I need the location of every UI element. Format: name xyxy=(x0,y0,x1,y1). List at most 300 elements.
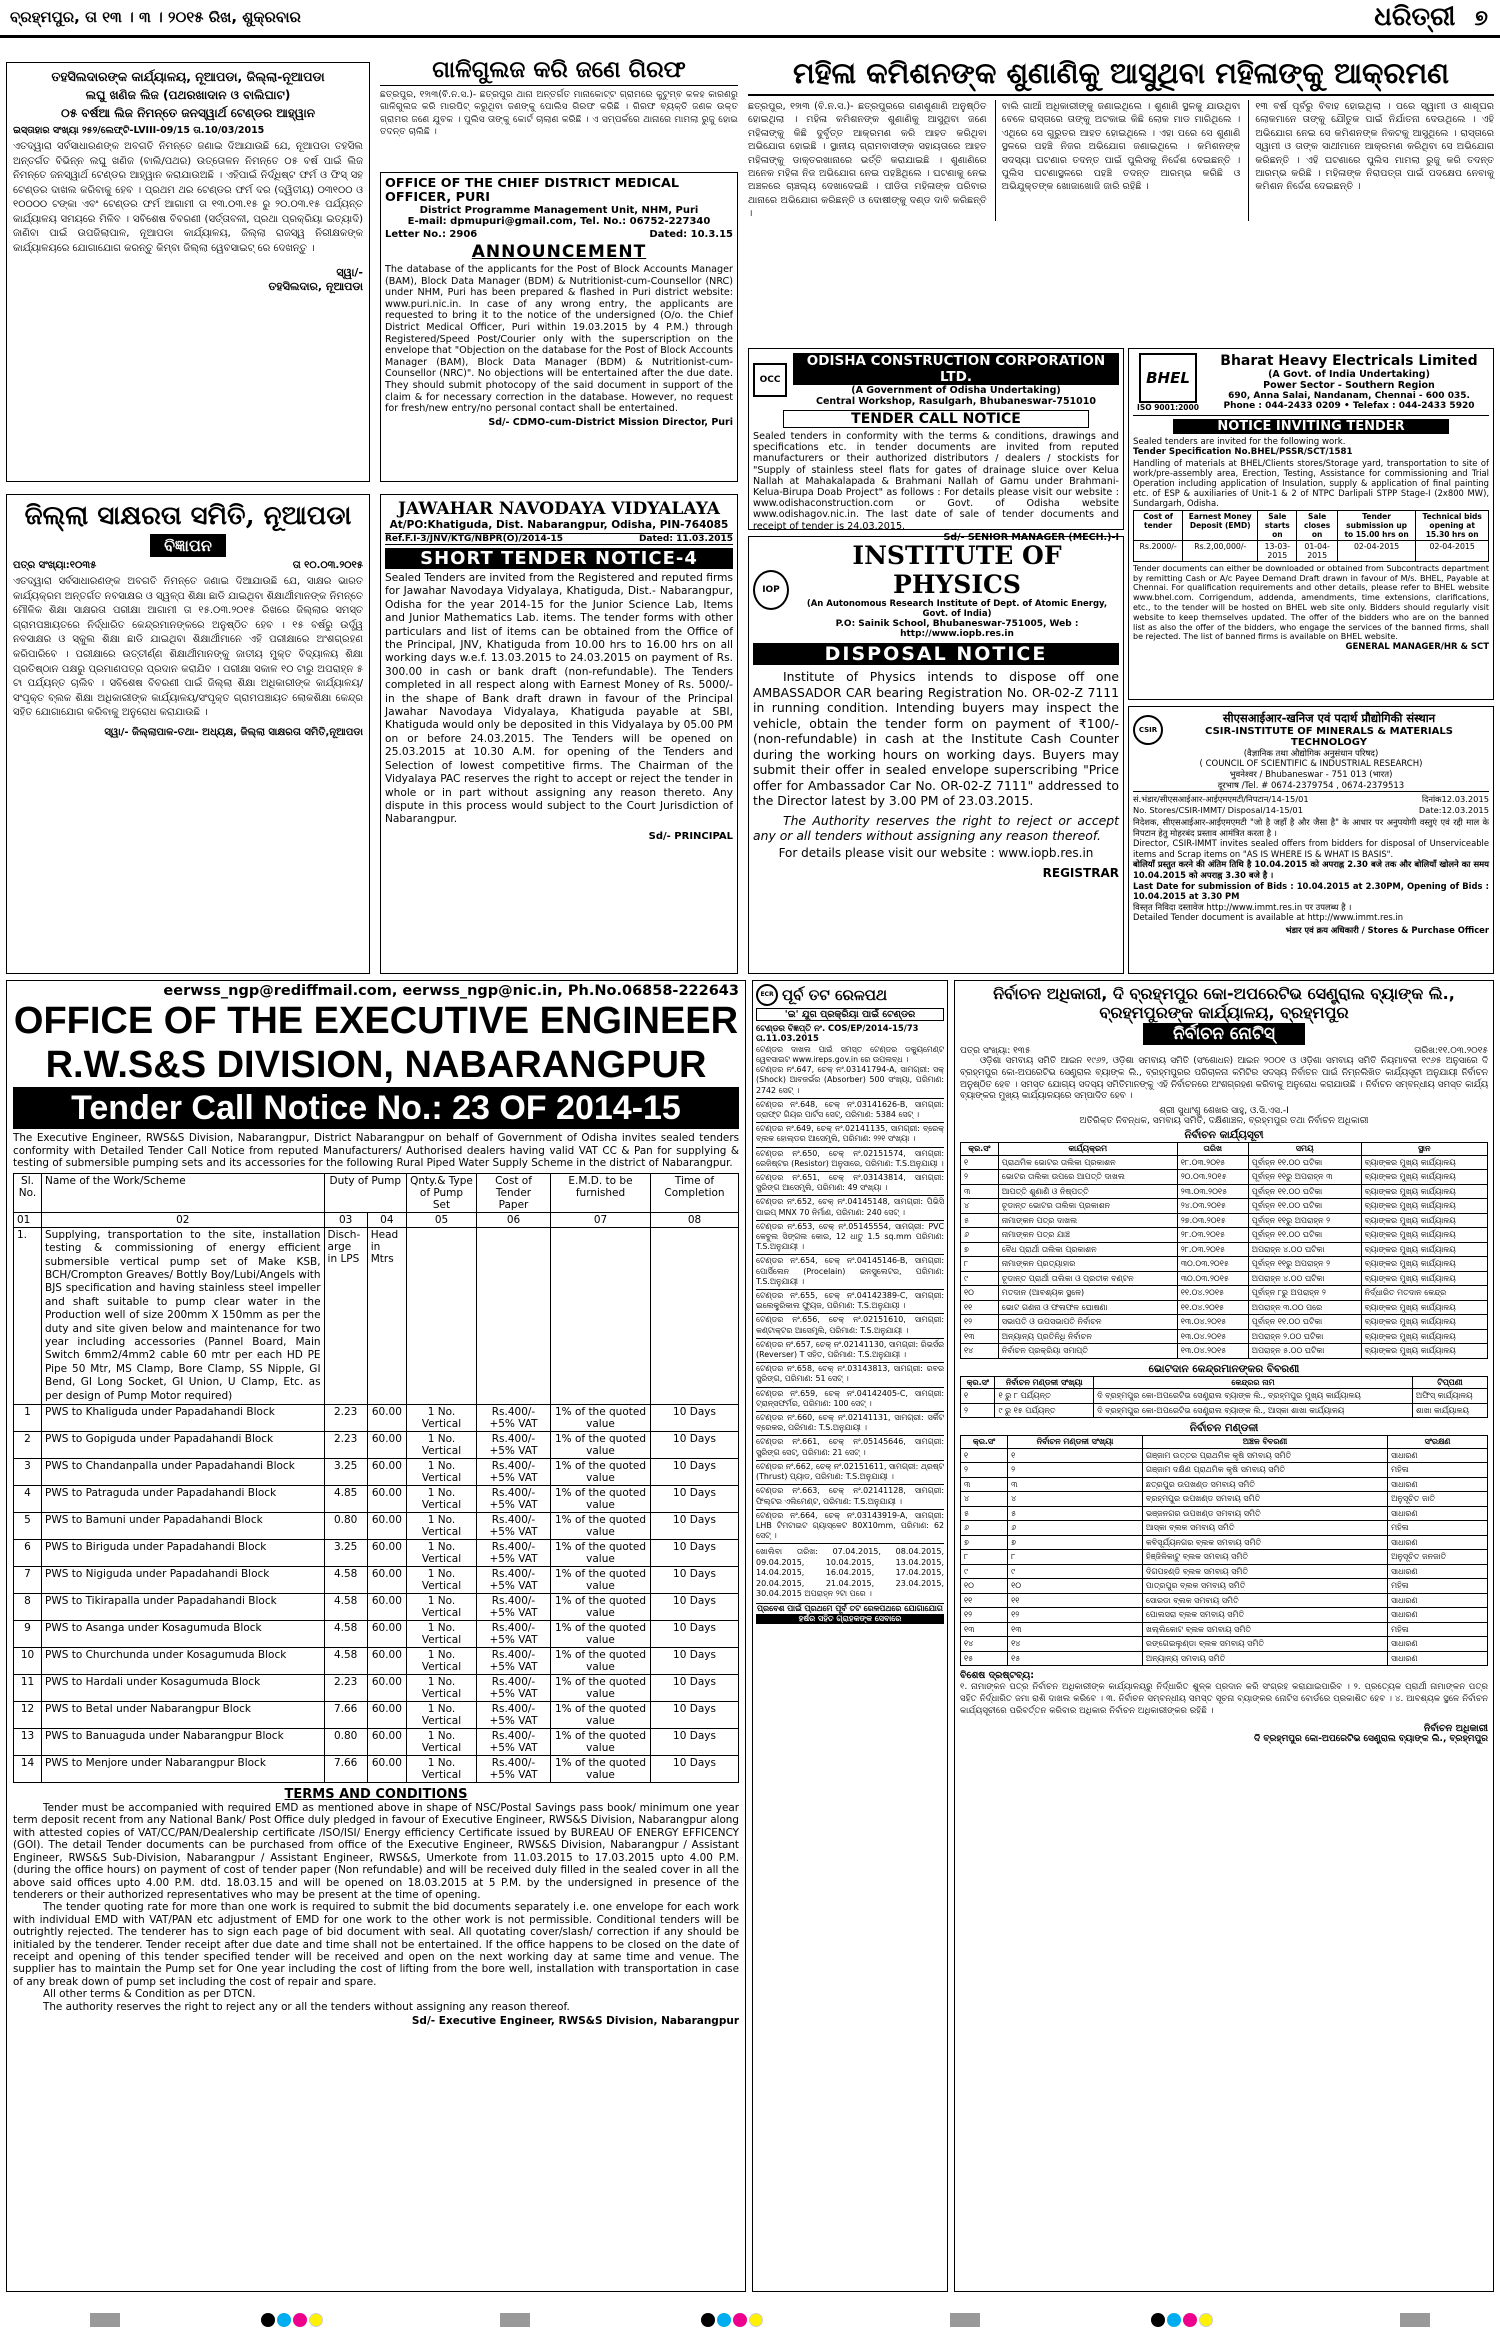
cmyk-dots-icon xyxy=(700,2313,764,2330)
cell-lps: 3.25 xyxy=(324,1540,367,1567)
notice-title: ଜିଲ୍ଲା ସାକ୍ଷରତା ସମିତି, ନୂଆପଡା xyxy=(24,501,352,531)
table-row xyxy=(961,1535,1488,1550)
cell-sl: 12 xyxy=(14,1702,42,1729)
cell-name: PWS to Nigiguda under Papadahandi Block xyxy=(42,1567,325,1594)
table-header: ସ୍ଥାନ xyxy=(1361,1143,1487,1156)
csir-logo-icon: CSIR xyxy=(1133,715,1163,745)
cell-head: 60.00 xyxy=(367,1594,406,1621)
cell-qty: 1 No. Vertical xyxy=(407,1405,477,1432)
cell-cost: Rs.400/- +5% VAT xyxy=(477,1675,551,1702)
list-item: ଟେଣ୍ଡର ନଂ.656, ଚେକ୍ ନଂ.02151610, ସାମଗ୍ରୀ: କଣ୍ଟାକ୍ଟର ଆସେମ୍ବ୍ଲି, ପରିମାଣ: T.S.ଅନୁଯାୟୀ । xyxy=(756,1314,944,1338)
bhel-logo-icon: BHEL xyxy=(1139,353,1197,403)
table-cell: ୩୦.୦୩.୨୦୧୫ xyxy=(1177,1257,1248,1272)
table-cell: ୧୩ xyxy=(961,1329,999,1344)
table-row xyxy=(14,1756,739,1783)
signature: ସ୍ୱା/- xyxy=(336,266,363,279)
table-cell: ୯ ରୁ ୧୫ ପର୍ଯ୍ୟନ୍ତ xyxy=(995,1403,1094,1418)
bhel-col-header: Sale closes on xyxy=(1297,510,1337,540)
cell-sl: 11 xyxy=(14,1675,42,1702)
table-cell: ୩ xyxy=(961,1184,999,1199)
bhel-col-value: 13-03-2015 xyxy=(1258,540,1297,561)
notice-website-hindi: विस्तृत निविदा दस्तावेज http://www.immt.res.in पर उपलब्ध है । xyxy=(1133,901,1352,912)
table-cell: ନିର୍ବାଚନ ପ୍ରକ୍ରିୟା ସମାପ୍ତି xyxy=(998,1344,1177,1359)
table-cell: ପାତ୍ରପୁର ବ୍ଲକ ସମବାୟ ସମିତି xyxy=(1142,1579,1387,1594)
cell-cost: Rs.400/- +5% VAT xyxy=(477,1432,551,1459)
terms-heading: TERMS AND CONDITIONS xyxy=(284,1787,468,1803)
table-cell: ଅନ୍ୟାନ୍ୟ ସମବାୟ ସମିତି xyxy=(1142,1651,1387,1666)
cell-sl: 6 xyxy=(14,1540,42,1567)
cell-emd: 1% of the quoted value xyxy=(551,1486,651,1513)
table-row xyxy=(961,1463,1488,1478)
table-cell: ୧୧ xyxy=(961,1593,1008,1608)
table-cell: ବ୍ୟାଙ୍କର ମୁଖ୍ୟ କାର୍ଯ୍ୟାଳୟ xyxy=(1361,1213,1487,1228)
notice-line: Sealed tenders are invited for the following work. xyxy=(1133,437,1346,447)
cell-cost: Rs.400/- +5% VAT xyxy=(477,1594,551,1621)
list-item: ଟେଣ୍ଡର ନଂ.654, ଚେକ୍ ନଂ.04145146-B, ସାମଗ୍ରୀ: ପୋର୍ସିଲେନ (Procelain) ଇନସୁଲେଟର, ପରିମାଣ: T.S.ଅନୁଯାୟୀ । xyxy=(756,1255,944,1290)
table-cell: ମହିଳା xyxy=(1388,1463,1488,1478)
signature: Sd/- CDMO-cum-District Mission Director, Puri xyxy=(488,416,733,428)
table-cell: ୧ xyxy=(961,1389,995,1404)
table-cell: ଅନୁସୂଚିତ ଜନଜାତି xyxy=(1388,1550,1488,1565)
table-cell: ସାଧାରଣ xyxy=(1388,1477,1488,1492)
notice-title-hindi: सीएसआईआर-खनिज एवं पदार्थ प्रौद्योगिकी संस्थान xyxy=(1222,711,1436,725)
table-cell: ମହିଳା xyxy=(1388,1579,1488,1594)
table-cell: ସାଧାରଣ xyxy=(1388,1608,1488,1623)
notice-ref: ପତ୍ର ସଂଖ୍ୟା: ୧୩୫ xyxy=(960,1046,1031,1056)
cmyk-dots-icon xyxy=(260,2313,324,2330)
table-row xyxy=(961,1608,1488,1623)
table-cell: ୧୫ xyxy=(961,1651,1008,1666)
bhel-tender-table xyxy=(1133,510,1489,562)
notice-subtitle-2: Power Sector - Southern Region xyxy=(1263,380,1435,391)
notice-body: Sealed Tenders are invited from the Registered and reputed firms for Jawahar Navodaya Vidyalaya, Khatiguda, Dist.- Nabarangpur, Odisha for the year 2014-15 for the Junior Science Lab, Items and Junior Mathematics Lab. items. The tender forms with other particulars and list of items can be obtained from the Office of the Principal, JNV, Khatiguda from 10.00 hrs to 16.00 hrs on all working days w.e.f. 13.03.2015 to 24.03.2015 on payment of Rs. 300.00 in cash or bank draft (non-refundable). The Tenders completed in all respect along with Earnest Money of Rs. 5000/- in the shape of Bank draft drawn in favour of the Principal Jawahar Navodaya Vidyalaya, Khatiguda payable at SBI, Khatiguda would only be deposited in this Vidyalaya by 05.00 PM on or before 24.03.2015. The Tenders will be opened on 25.03.2015 at 10.30 A.M. for opening of the Tenders and Selection of lowest competitive firms. The Chairman of the Vidyalaya PAC reserves the right to accept or reject the tender in whole or in part without assigning any reason thereto. Any dispute in this process would subject to the Court Jurisdiction of Nabarangpur. xyxy=(385,572,733,826)
table-cell: ଅନୁସୂଚିତ ଜାତି xyxy=(1388,1492,1488,1507)
table-row xyxy=(961,1521,1488,1536)
notice-body: Institute of Physics intends to dispose off one AMBASSADOR CAR bearing Registration No. OR-02-Z 7111 in running condition. Intending buyers may inspect the vehicle, obtain the tender form on payment of ₹100/- (non-refundable) in cash at the Institute Cash Counter during the working hours on working days. Buyers may submit their offer in sealed envelope superscribing "Price offer for Ambassador Car No. OR-02-Z 7111" addressed to the Director latest by 3.00 PM of 23.03.2015. xyxy=(753,669,1119,808)
cell-name: PWS to Patraguda under Papadahandi Block xyxy=(42,1486,325,1513)
cell-cost: Rs.400/- +5% VAT xyxy=(477,1540,551,1567)
table-cell: ନାମାଙ୍କନ ପତ୍ର ଯାଞ୍ଚ xyxy=(998,1228,1177,1243)
table-header: କ୍ର.ସଂ xyxy=(961,1436,1008,1449)
table-cell: ୨୦.୦୩.୨୦୧୫ xyxy=(1177,1170,1248,1185)
cell-sl: 3 xyxy=(14,1459,42,1486)
cell-emd: 1% of the quoted value xyxy=(551,1594,651,1621)
rail-slogan: ହର୍ଷର ସହିତ ଗ୍ରାହକଙ୍କ ସେବାରେ xyxy=(756,1614,944,1624)
cell-lps: 4.58 xyxy=(324,1648,367,1675)
table-row xyxy=(961,1637,1488,1652)
cell-lps: 2.23 xyxy=(324,1405,367,1432)
cell-cost: Rs.400/- +5% VAT xyxy=(477,1621,551,1648)
notice-heading: NOTICE INVITING TENDER xyxy=(1173,419,1449,434)
table-cell: ଅପରାହ୍ନ ୨.୦୦ ଘଟିକା xyxy=(1248,1329,1361,1344)
cell-time: 10 Days xyxy=(651,1756,739,1783)
work-description: Supplying, transportation to the site, installation testing & commissioning of energy efficient submersible vertical pump set of Make KSB, BCH/Crompton Greaves/ Bottly Boy/Lubi/Angels with BJS specification and having stainless steel impeller and shaft suitable to pump clear water in the Production well of size 200mm X 150mm as per the duty and site given below and maintenance for two year including accessories (Pannel Board, Main Switch 6mm2/4mm2 cable 60 mtr per each HD PE Pipe 50 Mtr, MS Clamp, Bore Clamp, SS Nipple, GI Bend, GI Long Socket, GI Union, U Clamp, Etc. as per design of Pump Motor required) xyxy=(42,1227,325,1404)
notes-heading: ବିଶେଷ ଦ୍ରଷ୍ଟବ୍ୟ: xyxy=(960,1670,1035,1682)
cell-qty: 1 No. Vertical xyxy=(407,1675,477,1702)
list-item: ଟେଣ୍ଡର ନଂ.652, ଚେକ୍ ନଂ.04145148, ସାମଗ୍ରୀ: ପିଭିସି ପାଇପ୍ MNX 70 ନିର୍ମାଣ, ପରିମାଣ: 240 ସେଟ୍ । xyxy=(756,1196,944,1220)
table-cell: ୫ xyxy=(1008,1506,1143,1521)
notice-date: ତା ୧୦.୦୩.୨୦୧୫ xyxy=(292,560,363,571)
list-item: ଟେଣ୍ଡର ନଂ.655, ଚେକ୍ ନଂ.04142389-C, ସାମଗ୍ରୀ: ଇଲେକ୍ଟ୍ରିକାଲ ଫ୍ୟୁଜ, ପରିମାଣ: T.S.ଅନୁଯାୟୀ । xyxy=(756,1290,944,1314)
print-registration-marks xyxy=(0,2305,1500,2335)
news-headline: ମହିଳା କମିଶନଙ୍କ ଶୁଣାଣିକୁ ଆସୁଥିବା ମହିଳାଙ୍କୁ ଆକ୍ରମଣ xyxy=(748,56,1494,96)
notice-address: P.O: Sainik School, Bhubaneswar-751005, Web : http://www.iopb.res.in xyxy=(835,619,1079,639)
table-cell: ୮ xyxy=(961,1257,999,1272)
table-cell: ୧୫ xyxy=(1008,1651,1143,1666)
cell-lps: 4.58 xyxy=(324,1567,367,1594)
notice-subtitle: (A Govt. of India Undertaking) xyxy=(1268,369,1430,380)
table-row xyxy=(961,1228,1488,1243)
table-cell: ବ୍ୟାଙ୍କର ମୁଖ୍ୟ କାର୍ଯ୍ୟାଳୟ xyxy=(1361,1228,1487,1243)
rail-opening-dates: ଖୋଲିବା ତାରିଖ: 07.04.2015, 08.04.2015, 09.04.2015, 10.04.2015, 13.04.2015, 14.04.2015, 16.04.2015, 17.04.2015, 20.04.2015, 21.04.2015, 23.04.2015, 30.04.2015 ଅପରାହ୍ନ ୨ଟା ପରେ । xyxy=(756,1547,944,1598)
table-cell: ୬ xyxy=(961,1228,999,1243)
bhel-col-value: 01-04-2015 xyxy=(1297,540,1337,561)
table-cell: ବ୍ୟାଙ୍କର ମୁଖ୍ୟ କାର୍ଯ୍ୟାଳୟ xyxy=(1361,1271,1487,1286)
col-num: 02 xyxy=(42,1212,325,1227)
signature-designation: ଦି ବ୍ରହ୍ମପୁର କୋ-ଅପରେଟିଭ ସେଣ୍ଟ୍ରାଲ ବ୍ୟାଙ୍କ ଲି., ବ୍ରହ୍ମପୁର xyxy=(1254,1734,1488,1745)
grey-swatch-icon xyxy=(500,2313,530,2327)
notice-subtitle: District Programme Management Unit, NHM, Puri xyxy=(419,205,699,216)
cell-time: 10 Days xyxy=(651,1621,739,1648)
notice-heading: SHORT TENDER NOTICE-4 xyxy=(385,548,733,569)
table-cell: ଅପରାହ୍ନ ୩.୦୦ ପରେ xyxy=(1248,1300,1361,1315)
table-cell: ୧ xyxy=(961,1448,1008,1463)
cell-emd: 1% of the quoted value xyxy=(551,1621,651,1648)
table-cell: ସାଧାରଣ xyxy=(1388,1535,1488,1550)
cell-name: PWS to Asanga under Kosagumuda Block xyxy=(42,1621,325,1648)
col-sl: Sl. No. xyxy=(14,1173,42,1212)
cell-head: 60.00 xyxy=(367,1432,406,1459)
rail-items xyxy=(756,1064,944,1544)
table-cell: ଅପରାହ୍ନ ୪.୦୦ ଘଟିକା xyxy=(1248,1242,1361,1257)
cell-time: 10 Days xyxy=(651,1432,739,1459)
notice-address: Central Workshop, Rasulgarh, Bhubaneswar-751010 xyxy=(816,396,1096,407)
cell-cost: Rs.400/- +5% VAT xyxy=(477,1567,551,1594)
cell-time: 10 Days xyxy=(651,1513,739,1540)
grey-swatch-icon xyxy=(1400,2313,1430,2327)
notice-email: E-mail: dpmupuri@gmail.com, Tel. No.: 06752-227340 xyxy=(407,216,711,227)
saksharata-notice xyxy=(6,494,370,974)
notice-title: JAWAHAR NAVODAYA VIDYALAYA xyxy=(398,499,720,519)
table-cell: ସାଧାରଣ xyxy=(1388,1593,1488,1608)
table-row xyxy=(961,1344,1488,1359)
table-cell: ଖଲ୍ଲିକୋଟ ବ୍ଲକ ସମବାୟ ସମିତି xyxy=(1142,1622,1387,1637)
notice-note: ଟେଣ୍ଡର ଦାଖଲ ପାଇଁ ସମସ୍ତ ଟେଣ୍ଡର ଡକ୍ୟୁମେଣ୍ଟ ୱେବସାଇଟ www.ireps.gov.in ରେ ଉପଲବ୍ଧ । xyxy=(756,1045,944,1064)
table-cell: ୧୧ xyxy=(961,1300,999,1315)
notice-heading: Tender Call Notice No.: 23 OF 2014-15 xyxy=(13,1087,739,1129)
notice-body-hindi: निदेशक, सीएसआईआर-आईएमएमटी "जो है जहाँ है और जैसा है" के आधार पर अनुपयोगी वस्तुएं एवं रद्दी माल के निपटान हेतु मोहरबंद प्रस्ताव आमंत्रित करता है । xyxy=(1133,817,1489,838)
notice-ref: No. Stores/CSIR-IMMT/ Disposal/14-15/01 xyxy=(1133,805,1303,815)
cell-lps: 2.23 xyxy=(324,1432,367,1459)
table-row xyxy=(961,1550,1488,1565)
bhel-col-header: Tender submission up to 15.00 hrs on xyxy=(1337,510,1416,540)
notice-date: ତାରିଖ:୧୧.୦୩.୨୦୧୫ xyxy=(1414,1046,1488,1056)
cell-time: 10 Days xyxy=(651,1405,739,1432)
table-cell: ୮ xyxy=(1008,1550,1143,1565)
table-cell: ୮ xyxy=(961,1550,1008,1565)
table-cell: ୬ xyxy=(1008,1521,1143,1536)
table-row xyxy=(961,1506,1488,1521)
notice-body: Sealed tenders in conformity with the terms & conditions, drawings and specifications etc. in tender documents are invited from reputed manufacturers or their authorized distributors / dealers / stockists for "Supply of stainless steel flats for gates of drainage sluice over Kelua Nallah at Mahakalapada & Brahmani Nallah of Gamu under Brahmani-Kelua-Birupa Doab Project" as follows : For details please visit our website : www.odishaconstruction.com or Govt. of Odisha website www.odishagov.nic.in. The last date of sale of tender documents and receipt of tender is 24.03.2015. xyxy=(753,431,1119,532)
table-cell: ୧୧ xyxy=(1008,1593,1143,1608)
table-header: ଅଞ୍ଚଳ ବିବରଣୀ xyxy=(1142,1436,1387,1449)
table-cell: ୧୩ xyxy=(1008,1622,1143,1637)
table-cell: ଅପରାହ୍ନ ୪.୦୦ ଘଟିକା xyxy=(1248,1271,1361,1286)
signature-designation: ତହସିଲଦାର, ନୂଆପଡା xyxy=(268,280,363,293)
cell-sl: 1 xyxy=(14,1405,42,1432)
bhel-col-value: Rs.2,00,000/- xyxy=(1183,540,1258,561)
cell-lps: 4.85 xyxy=(324,1486,367,1513)
cell-sl: 7 xyxy=(14,1567,42,1594)
news-column-1: ଛତ୍ରପୁର, ୧୨ା୩ (ବି.ନ.ସ.)- ଛତ୍ରପୁରରେ ଗଣଶୁଣାଣି ଅନୁଷ୍ଠିତ ହୋଇଥିଲା । ମହିଳା କମିଶନଙ୍କ ଶୁଣାଣିକୁ ଆସୁଥିବା ଜଣେ ମହିଳାଙ୍କୁ କିଛି ଦୁର୍ବୃତ୍ତ ଆକ୍ରମଣ କରି ଆହତ କରିଥିବା ଅଭିଯୋଗ ହୋଇଛି । ସ୍ଥାନୀୟ ଗ୍ରାମବାସୀଙ୍କ ସହାୟତାରେ ଆହତ ମହିଳାଙ୍କୁ ଡାକ୍ତରଖାନାରେ ଭର୍ତ୍ତି କରାଯାଇଛି । ଶୁଣାଣିରେ ଅନେକ ମହିଳା ନିଜ ଅଭିଯୋଗ ନେଇ ପହଞ୍ଚିଥିଲେ । ଘଟଣାକୁ ନେଇ ଅଞ୍ଚଳରେ ଚାଞ୍ଚଲ୍ୟ ଦେଖାଦେଇଛି । ପୀଡିତା ମହିଳାଙ୍କ ପରିବାର ଥାନାରେ ଅଭିଯୋଗ କରିଛନ୍ତି ଓ ଦୋଷୀଙ୍କୁ ଦଣ୍ଡ ଦାବି କରିଛନ୍ତି । xyxy=(748,101,987,220)
table-row xyxy=(14,1513,739,1540)
list-item: ଟେଣ୍ଡର ନଂ.662, ଚେକ୍ ନଂ.02151611, ସାମଗ୍ରୀ: ଥ୍ରଷ୍ଟ (Thrust) ପ୍ୟାଡ, ପରିମାଣ: T.S.ଅନୁଯାୟୀ । xyxy=(756,1461,944,1485)
table-cell: ୨ xyxy=(961,1170,999,1185)
table-cell: କବିସୂର୍ଯ୍ୟନଗର ବ୍ଲକ ସମବାୟ ସମିତି xyxy=(1142,1535,1387,1550)
table-row xyxy=(961,1213,1488,1228)
cell-name: PWS to Gopiguda under Papadahandi Block xyxy=(42,1432,325,1459)
col-time: Time of Completion xyxy=(651,1173,739,1212)
notice-city: भुवनेश्वर / Bhubaneswar - 751 013 (भारत) xyxy=(1229,770,1393,780)
bhel-col-value: Rs.2000/- xyxy=(1134,540,1183,561)
notice-ref: Ref.F.I-3/JNV/KTG/NBPR(O)/2014-15 xyxy=(385,534,564,544)
cell-time: 10 Days xyxy=(651,1486,739,1513)
table-cell: ୪ xyxy=(961,1492,1008,1507)
notice-subtitle: (An Autonomous Research Institute of Dept. of Atomic Energy, Govt. of India) xyxy=(806,599,1108,619)
cell-name: PWS to Chandanpalla under Papadahandi Block xyxy=(42,1459,325,1486)
notice-date-hindi: दिनांक12.03.2015 xyxy=(1421,794,1489,804)
bhel-col-header: Technical bids opening at 15.30 hrs on xyxy=(1416,510,1489,540)
table-cell: ୪ xyxy=(961,1199,999,1214)
table-cell: ୧୪ xyxy=(961,1344,999,1359)
table-cell: ଭଞ୍ଜନଗର ଉପଖଣ୍ଡ ସମବାୟ ସମିତି xyxy=(1142,1506,1387,1521)
table-cell: ବ୍ୟାଙ୍କର ମୁଖ୍ୟ କାର୍ଯ୍ୟାଳୟ xyxy=(1361,1300,1487,1315)
table-cell: ଚୂଡାନ୍ତ ଭୋଟର ତାଲିକା ପ୍ରକାଶନ xyxy=(998,1199,1177,1214)
ocl-logo-icon: OCC xyxy=(753,363,787,397)
table-row xyxy=(14,1459,739,1486)
centers-table xyxy=(960,1376,1488,1419)
table-row xyxy=(14,1486,739,1513)
table-cell: ଅପରାହ୍ନ ୫.୦୦ ଘଟିକା xyxy=(1248,1344,1361,1359)
notice-address: 690, Anna Salai, Nandanam, Chennai - 600 035. xyxy=(1228,391,1470,401)
table-cell: ୧୨ xyxy=(961,1315,999,1330)
notice-intro: ଓଡ଼ିଶା ସମବାୟ ସମିତି ଆଇନ ୧୯୬୨, ଓଡ଼ିଶା ସମବାୟ ସମିତି (ସଂଶୋଧନ) ଆଇନ ୨୦୦୧ ଓ ଓଡ଼ିଶା ସମବାୟ ସମିତି ନିୟମାବଳୀ ୧୯୬୫ ଅନୁସାରେ ଦି ବ୍ରହ୍ମପୁର କୋ-ଅପରେଟିଭ ସେଣ୍ଟ୍ରାଲ ବ୍ୟାଙ୍କ ଲି., ବ୍ରହ୍ମପୁରର ପରିଚାଳନା କମିଟିର ସଦସ୍ୟ ନିର୍ବାଚନ ପାଇଁ ନିମ୍ନଲିଖିତ କାର୍ଯ୍ୟସୂଚୀ ଅନୁଯାୟୀ ନିର୍ବାଚନ ଅନୁଷ୍ଠିତ ହେବ । ସମସ୍ତ ଯୋଗ୍ୟ ସଦସ୍ୟ ସମିତିମାନଙ୍କୁ ଏହି ନିର୍ବାଚନରେ ଅଂଶଗ୍ରହଣ କରିବାକୁ ଅନୁରୋଧ କରାଯାଉଛି । ନିର୍ବାଚନ ସମ୍ବନ୍ଧୀୟ ସମସ୍ତ କାର୍ଯ୍ୟ ବ୍ୟାଙ୍କର ମୁଖ୍ୟ କାର୍ଯ୍ୟାଳୟରେ ସମ୍ପାଦିତ ହେବ । xyxy=(960,1056,1488,1102)
table-header: କେନ୍ଦ୍ରର ନାମ xyxy=(1094,1376,1413,1389)
table-row xyxy=(14,1702,739,1729)
news-column-2: ବାଲି ଗାଆଁ ଅଧିକାରୀଙ୍କୁ ଜଣାଇଥିଲେ । ଶୁଣାଣି ସ୍ଥଳକୁ ଯାଉଥିବା ବେଳେ ରାସ୍ତାରେ ତାଙ୍କୁ ଅଟକାଇ କିଛି ଲୋକ ମାଡ ମାରିଥିଲେ । ଏଥିରେ ସେ ଗୁରୁତର ଆହତ ହୋଇଥିଲେ । ଏହା ପରେ ସେ ଶୁଣାଣି ସ୍ଥଳରେ ପହଞ୍ଚି ନିଜର ଅଭିଯୋଗ ଜଣାଇଥିଲେ । କମିଶନଙ୍କ ସଦସ୍ୟା ଘଟଣାର ତଦନ୍ତ ପାଇଁ ପୁଲିସକୁ ନିର୍ଦ୍ଦେଶ ଦେଇଛନ୍ତି । ପୁଲିସ ଘଟଣାସ୍ଥଳରେ ପହଞ୍ଚି ତଦନ୍ତ ଆରମ୍ଭ କରିଛି ଓ ଅଭିଯୁକ୍ତଙ୍କ ଖୋଜାଖୋଜି ଜାରି ରହିଛି । xyxy=(995,100,1241,221)
table-cell: ସାଧାରଣ xyxy=(1388,1564,1488,1579)
terms-para-4: The authority reserves the right to reject any or all the tenders without assigning any reason thereof. xyxy=(43,2000,570,2013)
bhel-col-header: Sale starts on xyxy=(1258,510,1297,540)
table-cell: ବ୍ୟାଙ୍କର ମୁଖ୍ୟ କାର୍ଯ୍ୟାଳୟ xyxy=(1361,1184,1487,1199)
table-cell: ବ୍ରହ୍ମପୁର ଉପଖଣ୍ଡ ସମବାୟ ସମିତି xyxy=(1142,1492,1387,1507)
table-row xyxy=(14,1405,739,1432)
table-row xyxy=(961,1257,1488,1272)
list-item: ଟେଣ୍ଡର ନଂ.647, ଚେକ୍ ନଂ.03141794-A, ସାମଗ୍ରୀ: ସକ୍ (Shock) ଆବଜର୍ଭର (Absorber) 500 ସଂଖ୍ୟା, ପରିମାଣ: 2742 ସେଟ୍ । xyxy=(756,1064,944,1099)
table-cell: ୨୭.୦୩.୨୦୧୫ xyxy=(1177,1213,1248,1228)
table-cell: ବ୍ୟାଙ୍କର ମୁଖ୍ୟ କାର୍ଯ୍ୟାଳୟ xyxy=(1361,1170,1487,1185)
cell-lps: 3.25 xyxy=(324,1459,367,1486)
cell-head: 60.00 xyxy=(367,1621,406,1648)
table-cell: ପୂର୍ବାହ୍ନ ୧୧ରୁ ଅପରାହ୍ନ ୨ xyxy=(1248,1213,1361,1228)
list-item: ଟେଣ୍ଡର ନଂ.663, ଚେକ୍ ନଂ.02141128, ସାମଗ୍ରୀ: ଫିଲ୍ଟର ଏଲିମେଣ୍ଟ, ପରିମାଣ: T.S.ଅନୁଯାୟୀ । xyxy=(756,1485,944,1509)
table-cell: ବ୍ୟାଙ୍କର ମୁଖ୍ୟ କାର୍ଯ୍ୟାଳୟ xyxy=(1361,1199,1487,1214)
table-row xyxy=(14,1648,739,1675)
notice-ref-hindi: सं.भंडार/सीएसआईआर-आईएमएमटी/निपटान/14-15/01 xyxy=(1133,794,1309,804)
dateline: ବ୍ରହ୍ମପୁର, ତା ୧୩ । ୩ । ୨୦୧୫ ରିଖ, ଶୁକ୍ରବାର xyxy=(10,8,301,26)
table-cell: ଦିଗପହଣ୍ଡି ବ୍ଲକ ସମବାୟ ସମିତି xyxy=(1142,1564,1387,1579)
table-row xyxy=(14,1432,739,1459)
cell-head: 60.00 xyxy=(367,1459,406,1486)
cell-sl: 4 xyxy=(14,1486,42,1513)
cell-lps: 4.58 xyxy=(324,1621,367,1648)
table-row xyxy=(961,1329,1488,1344)
cell-qty: 1 No. Vertical xyxy=(407,1756,477,1783)
table-cell: ବ୍ୟାଙ୍କର ମୁଖ୍ୟ କାର୍ଯ୍ୟାଳୟ xyxy=(1361,1155,1487,1170)
table-row xyxy=(961,1170,1488,1185)
table-row xyxy=(961,1300,1488,1315)
cell-head: 60.00 xyxy=(367,1540,406,1567)
notice-ref: Letter No.: 2906 xyxy=(385,229,478,240)
cell-qty: 1 No. Vertical xyxy=(407,1486,477,1513)
table-cell: ଗଞ୍ଜାମ ଦକ୍ଷିଣ ପ୍ରାଥମିକ କୃଷି ସମବାୟ ସମିତି xyxy=(1142,1463,1387,1478)
table-cell: ସାଧାରଣ xyxy=(1388,1448,1488,1463)
notice-body-2: The Authority reserves the right to reject or accept any or all tenders without assigning any reason thereof. xyxy=(753,812,1119,843)
cell-name: PWS to Bamuni under Papadahandi Block xyxy=(42,1513,325,1540)
railway-tender xyxy=(752,980,948,2292)
notice-heading: DISPOSAL NOTICE xyxy=(753,643,1119,665)
constituency-heading: ନିର୍ବାଚନ ମଣ୍ଡଳୀ xyxy=(1189,1422,1259,1435)
signature: REGISTRAR xyxy=(1042,865,1119,880)
grey-swatch-icon xyxy=(90,2313,120,2327)
grey-swatch-icon xyxy=(950,2313,980,2327)
notice-title: OFFICE OF THE CHIEF DISTRICT MEDICAL OFFICER, PURI xyxy=(385,176,680,205)
notice-heading: ANNOUNCEMENT xyxy=(471,242,647,262)
notice-badge: ନିର୍ବାଚନ ନୋଟିସ୍ xyxy=(1143,1023,1305,1045)
list-item: ଟେଣ୍ଡର ନଂ.657, ଚେକ୍ ନଂ.02141130, ସାମଗ୍ରୀ: ରିଭର୍ସର (Reverser) T ସହିତ, ପରିମାଣ: T.S.ଅନୁଯାୟୀ । xyxy=(756,1339,944,1363)
table-cell: ଚୂଡାନ୍ତ ପ୍ରାର୍ଥୀ ତାଲିକା ଓ ପ୍ରତୀକ ବଣ୍ଟନ xyxy=(998,1271,1177,1286)
signature: GENERAL MANAGER/HR & SCT xyxy=(1345,642,1489,653)
table-row xyxy=(961,1286,1488,1301)
cell-emd: 1% of the quoted value xyxy=(551,1702,651,1729)
rail-footer: ପ୍ରବେଶ ପାଇଁ ପ୍ରଥମେ ପୂର୍ବ ତଟ ରେଳପଥରେ ଯୋଗାଯୋଗ xyxy=(757,1604,943,1614)
table-cell: ୯ xyxy=(1008,1564,1143,1579)
duty-head-label: Head in Mtrs xyxy=(367,1227,406,1404)
table-header: ତାରିଖ xyxy=(1177,1143,1248,1156)
iop-notice xyxy=(748,536,1124,974)
table-row xyxy=(14,1540,739,1567)
cell-head: 60.00 xyxy=(367,1405,406,1432)
notice-title: ତହସିଲଦାରଙ୍କ କାର୍ଯ୍ୟାଳୟ, ନୂଆପଡା, ଜିଲ୍ଲା-ନୂଆପଡା xyxy=(51,69,325,84)
table-cell: ୭ xyxy=(1008,1535,1143,1550)
list-item: ଟେଣ୍ଡର ନଂ.661, ଚେକ୍ ନଂ.05145646, ସାମଗ୍ରୀ: ସ୍ପ୍ରିଙ୍ଗ ସେଟ୍, ପରିମାଣ: 21 ସେଟ୍ । xyxy=(756,1436,944,1460)
notice-title: ନିର୍ବାଚନ ଅଧିକାରୀ, ଦି ବ୍ରହ୍ମପୁର କୋ-ଅପରେଟିଭ ସେଣ୍ଟ୍ରାଲ ବ୍ୟାଙ୍କ ଲି., xyxy=(993,984,1455,1003)
table-cell: ବ୍ୟାଙ୍କର ମୁଖ୍ୟ କାର୍ଯ୍ୟାଳୟ xyxy=(1361,1257,1487,1272)
cell-time: 10 Days xyxy=(651,1702,739,1729)
cell-time: 10 Days xyxy=(651,1729,739,1756)
notice-ref: ପତ୍ର ସଂଖ୍ୟା:୧୦୩୫ xyxy=(13,560,97,571)
table-row xyxy=(961,1593,1488,1608)
table-cell: ୧୦ xyxy=(961,1286,999,1301)
notice-deadline: Last Date for submission of Bids : 10.04.2015 at 2.30PM, Opening of Bids : 10.04.2015 at 3.30 PM xyxy=(1133,880,1489,902)
bank-election-notice xyxy=(954,980,1494,2292)
cell-head: 60.00 xyxy=(367,1648,406,1675)
cell-name: PWS to Hardali under Kosagumuda Block xyxy=(42,1675,325,1702)
cell-qty: 1 No. Vertical xyxy=(407,1513,477,1540)
table-header: ନିର୍ବାଚନ ମଣ୍ଡଳୀ ସଂଖ୍ୟା xyxy=(1008,1436,1143,1449)
table-cell: ୯ xyxy=(961,1271,999,1286)
cell-head: 60.00 xyxy=(367,1567,406,1594)
constituency-table xyxy=(960,1435,1488,1666)
table-cell: ୧ xyxy=(1008,1448,1143,1463)
table-cell: ୧୩.୦୪.୨୦୧୫ xyxy=(1177,1329,1248,1344)
table-cell: ୫ xyxy=(961,1213,999,1228)
ocl-notice xyxy=(748,348,1124,543)
bhel-notice xyxy=(1128,348,1494,700)
cell-sl: 14 xyxy=(14,1756,42,1783)
cell-name: PWS to Biriguda under Papadahandi Block xyxy=(42,1540,325,1567)
table-cell: ୧୦ xyxy=(1008,1579,1143,1594)
notice-date: Dated: 10.3.15 xyxy=(649,229,733,240)
col-work: Name of the Work/Scheme xyxy=(42,1173,325,1212)
notice-title: OFFICE OF THE EXECUTIVE ENGINEER xyxy=(13,1000,739,1042)
news-column-3: ୧୩ ବର୍ଷ ପୂର୍ବରୁ ବିବାହ ହୋଇଥିଲା । ପରେ ସ୍ୱାମୀ ଓ ଶାଶୂଘର ଲୋକମାନେ ତାଙ୍କୁ ଯୌତୁକ ପାଇଁ ନିର୍ଯାତନା ଦେଉଥିଲେ । ଏହି ଅଭିଯୋଗ ନେଇ ସେ କମିଶନଙ୍କ ନିକଟକୁ ଆସୁଥିଲେ । ରାସ୍ତାରେ ସ୍ୱାମୀ ଓ ତାଙ୍କ ସାଥୀମାନେ ଆକ୍ରମଣ କରିଥିବା ସେ ଅଭିଯୋଗ କରିଛନ୍ତି । ଏହି ଘଟଣାରେ ପୁଲିସ ମାମଲା ରୁଜୁ କରି ତଦନ୍ତ ଆରମ୍ଭ କରିଛି । ମହିଳାଙ୍କ ନିରାପତ୍ତା ପାଇଁ ପଦକ୍ଷେପ ନେବାକୁ କମିଶନ ନିର୍ଦ୍ଦେଶ ଦେଇଛନ୍ତି । xyxy=(1248,100,1494,221)
cell-emd: 1% of the quoted value xyxy=(551,1459,651,1486)
cell-emd: 1% of the quoted value xyxy=(551,1675,651,1702)
table-cell: ଭୋଟ ଗଣନା ଓ ଫଳାଫଳ ଘୋଷଣା xyxy=(998,1300,1177,1315)
table-cell: ୯ xyxy=(961,1564,1008,1579)
news-arrest xyxy=(380,56,738,171)
notice-title: ପୂର୍ବ ତଟ ରେଳପଥ xyxy=(782,986,888,1004)
table-row xyxy=(14,1567,739,1594)
list-item: ଟେଣ୍ଡର ନଂ.648, ଚେକ୍ ନଂ.03141626-B, ସାମଗ୍ରୀ: ଡ୍ରାଫ୍ଟ ଗିୟର ପାର୍ଟସ ସେଟ୍, ପରିମାଣ: 5384 ସେଟ୍ । xyxy=(756,1099,944,1123)
table-row xyxy=(14,1594,739,1621)
cell-cost: Rs.400/- +5% VAT xyxy=(477,1702,551,1729)
table-cell: ଦି ବ୍ରହ୍ମପୁର କୋ-ଅପରେଟିଭ ସେଣ୍ଟ୍ରାଲ ବ୍ୟାଙ୍କ ଲି., ବ୍ରହ୍ମପୁର ମୁଖ୍ୟ କାର୍ଯ୍ୟାଳୟ xyxy=(1094,1389,1413,1404)
table-cell: ସାଧାରଣ xyxy=(1388,1651,1488,1666)
table-cell: ୧୩ xyxy=(961,1622,1008,1637)
railway-logo-icon: ECR xyxy=(756,984,778,1006)
notice-badge: ବିଜ୍ଞାପନ xyxy=(150,534,226,557)
news-body: ଛତ୍ରପୁର, ୧୨ା୩(ବି.ନ.ସ.)- ଛତ୍ରପୁର ଥାନା ଅନ୍ତର୍ଗତ ମାନାକୋଟ୍ଟ ଗ୍ରାମରେ କୁଟୁମ୍ବ କଳହ କାରଣରୁ ଗାଳିଗୁଲଜ କରି ମାରପିଟ୍ କରୁଥିବା ଜଣଙ୍କୁ ପୋଲିସ ଗିରଫ କରିଛି । ଗିରଫ ବ୍ୟକ୍ତି ଜଣକ ଉକ୍ତ ଗ୍ରାମର ଜଣେ ଯୁବକ । ପୁଲିସ ତାଙ୍କୁ କୋର୍ଟ ଚାଲାଣ କରିଛି । ଏ ସମ୍ପର୍କରେ ଥାନାରେ ମାମଲା ରୁଜୁ ହୋଇ ତଦନ୍ତ ଚାଲିଛି । xyxy=(380,89,738,138)
notice-body: ଏତଦ୍ୱାରା ସର୍ବସାଧାରଣଙ୍କ ଅବଗତି ନିମନ୍ତେ ଜଣାଇ ଦିଆଯାଉଛି ଯେ, ନୂଆପଡା ତହସିଲ ଅନ୍ତର୍ଗତ ବିଭିନ୍ନ ଲଘୁ ଖଣିଜ (ବାଲି/ପଥର) ଉତ୍ତୋଳନ ନିମନ୍ତେ ୦୫ ବର୍ଷ ପାଇଁ ଲିଜ ନିମନ୍ତେ ଜନସ୍ୱାର୍ଥ ଟେଣ୍ଡର ଆହ୍ୱାନ କରାଯାଉଅଛି । ଏହିପାଇଁ ନିର୍ଦ୍ଧିଷ୍ଟ ଫର୍ମ ଓ ଫିସ୍ ସହ ଟେଣ୍ଡର ଦାଖଲ କରିବାକୁ ହେବ । ପ୍ରଥମ ଥର ଟେଣ୍ଡର ଫର୍ମ ଦର (ଦ୍ୱିତୀୟ) ୦୩୧୦୦ ଓ ୧୦୦୦୦ ଟଙ୍କା ଏବଂ ଟେଣ୍ଡର ଫର୍ମ ଆଗାମୀ ତା ୧୩.୦୩.୧୫ ରୁ ୨୦.୦୩.୧୫ ପର୍ଯ୍ୟନ୍ତ କାର୍ଯ୍ୟାଳୟ ସମୟରେ ମିଳିବ । ସବିଶେଷ ବିବରଣୀ (ସର୍ତ୍ତାବଳୀ, ପ୍ରଥା ପ୍ରକ୍ରିୟା ଇତ୍ୟାଦି) ଜାଣିବା ପାଇଁ ଉପଜିଲାପାଳ, ନୂଆପଡା କାର୍ଯ୍ୟାଳୟ, ଜିଲ୍ଲା ରାଜସ୍ୱ ନିରୀକ୍ଷକଙ୍କ କାର୍ଯ୍ୟାଳୟରେ ଯୋଗାଯୋଗ କରନ୍ତୁ କିମ୍ବା ଜିଲ୍ଲା ୱେବସାଇଟ୍ ରେ ଦେଖନ୍ତୁ । xyxy=(13,141,363,254)
cell-sl: 9 xyxy=(14,1621,42,1648)
table-cell: ଭୋଟର ତାଲିକା ଉପରେ ଆପତ୍ତି ଦାଖଲ xyxy=(998,1170,1177,1185)
notice-title: Bharat Heavy Electricals Limited xyxy=(1220,353,1478,369)
notice-website: For details please visit our website : www.iopb.res.in xyxy=(778,845,1094,860)
cell-cost: Rs.400/- +5% VAT xyxy=(477,1405,551,1432)
col-emd: E.M.D. to be furnished xyxy=(551,1173,651,1212)
table-row xyxy=(961,1651,1488,1666)
bhel-col-value: 02-04-2015 xyxy=(1416,540,1489,561)
table-cell: ୧୮.୦୩.୨୦୧୫ xyxy=(1177,1155,1248,1170)
table-cell: ଅନ୍ୟାନ୍ୟ ପ୍ରତିନିଧି ନିର୍ବାଚନ xyxy=(998,1329,1177,1344)
notice-subtitle: (वैज्ञानिक तथा औद्योगिक अनुसंधान परिषद) xyxy=(1243,749,1379,759)
table-cell: ୧ ରୁ ୮ ପର୍ଯ୍ୟନ୍ତ xyxy=(995,1389,1094,1404)
notice-body: The database of the applicants for the Post of Block Accounts Manager (BAM), Block Data Manager (BDM) & Nutritionist-cum-Counsellor (NRC) under NHM, Puri has been prepared & flashed in Puri district website: www.puri.nic.in. In case of any wrong entry, the applicants are requested to bring it to the notice of the undersigned (O/o. the Chief District Medical Officer, Puri within 19.03.2015 by 4 P.M.) through Registered/Speed Post/Courier only with the superscription on the envelope that "Objection on the database for the Post of Block Accounts Manager (BAM), Block Data Manager (BDM) & Nutritionist-cum-Counsellor (NRC)". No objections will be entertained after the due date. They should submit photocopy of the said document in support of the claim & for necessary correction in the database. However, no request for fresh/new entry/no personal contact shall be entertained. xyxy=(385,264,733,415)
table-cell: ୩ xyxy=(961,1477,1008,1492)
table-row xyxy=(961,1184,1488,1199)
table-row xyxy=(961,1477,1488,1492)
cell-head: 60.00 xyxy=(367,1486,406,1513)
notice-body: Handling of materials at BHEL/Clients stores/Storage yard, transportation to site of work/pre-assembly area, Erection, Testing, Assistance for commissioning and Trial Operation including application of Insulation, supply & application of final painting etc. of ESP & auxiliaries of Unit-1 & 2 of NTPC Darlipali STPP Stage-I (2x800 MW), Sundargarh, Odisha. xyxy=(1133,457,1489,508)
cell-time: 10 Days xyxy=(651,1459,739,1486)
cell-time: 10 Days xyxy=(651,1567,739,1594)
table-cell: ପୂର୍ବାହ୍ନ ୧୧ରୁ ଅପରାହ୍ନ ୩ xyxy=(1248,1170,1361,1185)
table-cell: ୧୩.୦୪.୨୦୧୫ xyxy=(1177,1344,1248,1359)
cell-time: 10 Days xyxy=(651,1540,739,1567)
table-row xyxy=(14,1621,739,1648)
